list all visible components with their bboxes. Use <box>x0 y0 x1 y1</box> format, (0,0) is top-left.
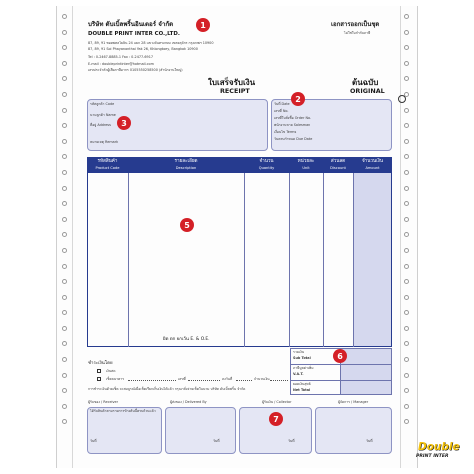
cheque-number-label: เลขที่ <box>178 377 186 381</box>
info-number-label: เลขที่ No. <box>274 109 289 113</box>
bank-field[interactable] <box>128 380 176 381</box>
cheque-amount-field[interactable] <box>270 380 288 381</box>
customer-address-label: ที่อยู่ Address <box>90 123 111 127</box>
doc-note-sub: ไม่ใช่ใบกำกับภาษี <box>344 31 371 35</box>
col-divider <box>289 173 290 347</box>
deliver-signature-box[interactable] <box>165 407 236 454</box>
col-amount: จำนวนเงิน Amount <box>361 159 384 170</box>
marker-3: 3 <box>117 116 131 130</box>
col-divider <box>353 173 354 347</box>
receiver-date-label: วันที่ <box>90 439 97 443</box>
marker-2: 2 <box>291 92 305 106</box>
receiver-signature-box[interactable] <box>87 407 162 454</box>
col-description: รายละเอียด Description <box>174 159 198 170</box>
brand-logo-bottom: PRINT INTER <box>416 454 449 459</box>
cheque-date-label: ลงวันที่ <box>222 377 233 381</box>
doc-title-en: RECEIPT <box>220 87 250 95</box>
company-address-en: 87, 89, 91 Soi Phayanonthai Yak 26, Khlongtoey, Bangkok 10900 <box>88 47 198 51</box>
subtotal-label-en: Sub Total <box>293 356 311 360</box>
cash-checkbox[interactable] <box>97 369 101 373</box>
customer-code-label: รหัสลูกค้า Code <box>90 102 115 106</box>
vat-label-th: ภาษีมูลค่าเพิ่ม <box>293 366 314 370</box>
manager-signature-box[interactable] <box>315 407 392 454</box>
net-label-th: ยอดเงินสุทธิ <box>293 382 311 386</box>
totals-divider <box>290 380 392 381</box>
payment-heading: ชำระเงินโดย <box>88 361 113 366</box>
company-address-th: 87, 89, 91 ซอยพหลโยธิน 24 แยก 28 แขวงจันทรเกษม เขตจตุจักร กรุงเทพฯ 10900 <box>88 41 214 45</box>
col-unit: หน่วยละ Unit <box>297 159 315 170</box>
brand-logo-top: Double <box>418 441 460 453</box>
col-product-code: รหัสสินค้า Product Code <box>95 159 120 170</box>
tear-line-right <box>400 6 401 468</box>
feed-holes-right <box>404 14 412 435</box>
marker-7: 7 <box>269 412 283 426</box>
doc-note: เอกสารออกเป็นชุด <box>331 21 380 28</box>
subtotal-label-th: รวมเงิน <box>293 350 305 354</box>
company-tel: Tel : 0-2467-8885-1 Fax : 0-2477-6917 <box>88 55 154 59</box>
manager-heading: ผู้จัดการ / Manager <box>338 400 369 404</box>
collector-date-label: วันที่ <box>288 439 295 443</box>
marker-1: 1 <box>196 18 210 32</box>
cheque-label: เช็คธนาคาร <box>106 377 125 381</box>
marker-6: 6 <box>333 349 347 363</box>
doc-copy-en: ORIGINAL <box>350 87 385 95</box>
form-stamp-icon <box>398 95 406 103</box>
col-quantity: จำนวน Quantity <box>258 159 275 170</box>
deliver-heading: ผู้ส่งของ / Delivered By <box>170 400 207 404</box>
customer-remark-label: หมายเหตุ Remark <box>90 140 119 144</box>
tear-line-left <box>72 6 73 468</box>
col-divider <box>128 173 129 347</box>
cheque-note: การชำระเงินด้วยเช็ค จะสมบูรณ์เมื่อเช็คเรียกเก็บเงินได้แล้ว กรุณาสั่งจ่ายเช็คในนาม บริษัท ดับเบิ้ลพริ้น จำกัด <box>88 387 246 391</box>
customer-name-label: นามลูกค้า Name <box>90 113 116 117</box>
feed-holes-left <box>62 14 70 435</box>
info-order-label: เลขที่ใบสั่งซื้อ Order No. <box>274 116 312 120</box>
col-divider <box>323 173 324 347</box>
cheque-number-field[interactable] <box>188 380 220 381</box>
items-table <box>87 157 392 347</box>
collector-heading: ผู้รับเงิน / Collector <box>262 400 292 404</box>
info-salesman-label: พนักงานขาย Salesman <box>274 123 311 127</box>
doc-copy-th: ต้นฉบับ <box>352 78 379 87</box>
deliver-date-label: วันที่ <box>213 439 220 443</box>
vat-label-en: V.A.T. <box>293 372 304 376</box>
col-divider <box>244 173 245 347</box>
company-name-th: บริษัท ดับเบิ้ลพริ้นอินเตอร์ จำกัด <box>88 21 174 28</box>
cheque-amount-label: จำนวนเงิน <box>254 377 270 381</box>
company-tax-id: เลขประจำตัวผู้เสียภาษีอากร 0105550258500 (สำนักงานใหญ่) <box>88 68 183 72</box>
info-terms-label: เงื่อนไข Terms <box>274 130 297 134</box>
cheque-checkbox[interactable] <box>97 377 101 381</box>
doc-title-th: ใบเสร็จรับเงิน <box>208 78 256 87</box>
info-date-label: วันที่ Date <box>274 102 290 106</box>
receiver-heading: ผู้รับของ / Receiver <box>88 400 118 404</box>
marker-5: 5 <box>180 218 194 232</box>
col-discount: ส่วนลด Discount <box>330 159 346 170</box>
info-due-label: วันครบกำหนด Due Date <box>274 137 313 141</box>
company-name-en: DOUBLE PRINT INTER CO.,LTD. <box>88 31 180 37</box>
cheque-date-field[interactable] <box>236 380 252 381</box>
net-label-en: Net Total <box>293 388 311 392</box>
totals-divider <box>290 364 392 365</box>
eoe-note: ผิด ตก ยกเว้น E. & O.E. <box>163 337 210 342</box>
cash-label: เงินสด <box>106 369 116 373</box>
receiver-confirm-text: ได้รับสินค้าตามรายการข้างต้นนี้ครบถ้วนแล้ว <box>90 409 156 413</box>
company-email: E-mail : doubleprintinter@hotmail.com <box>88 62 154 66</box>
manager-date-label: วันที่ <box>366 439 373 443</box>
